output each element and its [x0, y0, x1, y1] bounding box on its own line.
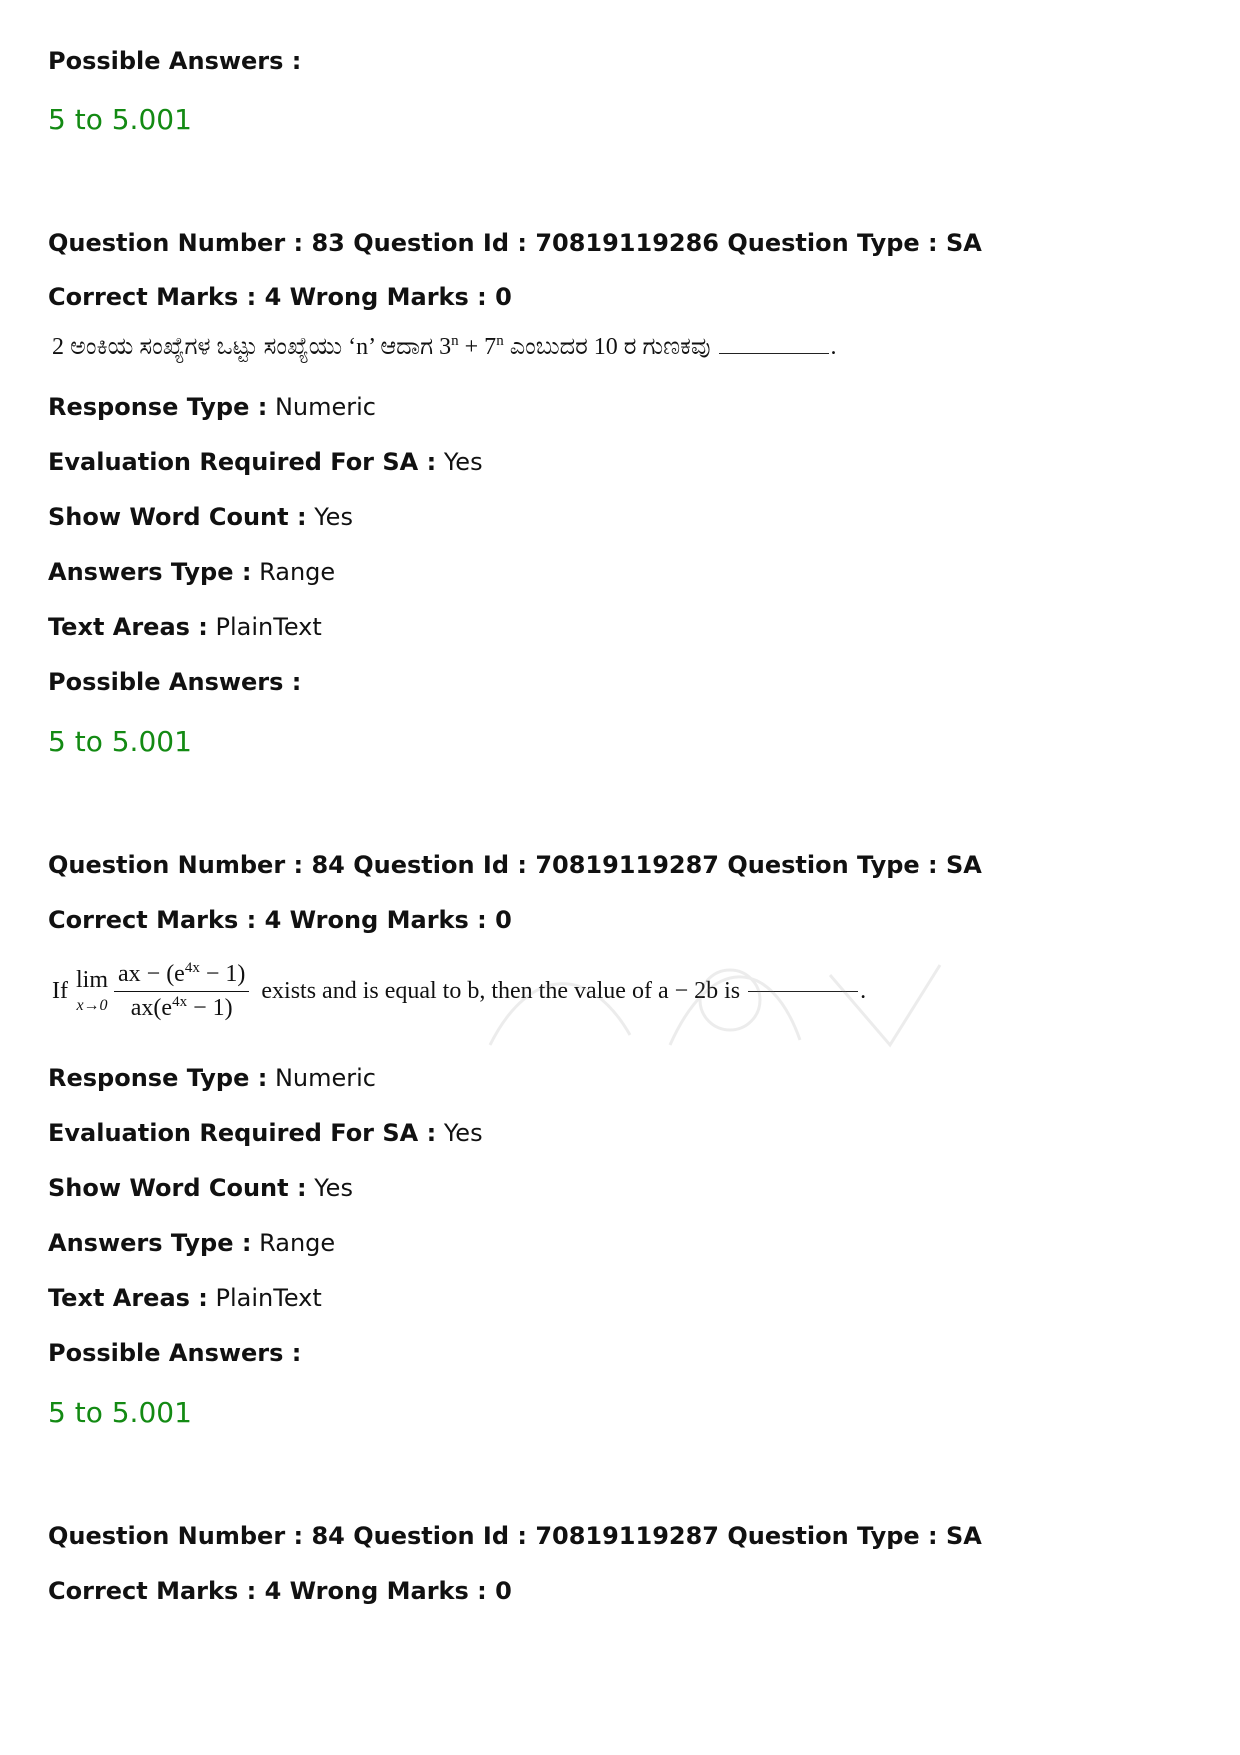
question-83-header: Question Number : 83 Question Id : 70819119286 Question Type : SA: [48, 229, 982, 257]
fraction: [114, 960, 249, 1022]
question-84-marks: Correct Marks : 4 Wrong Marks : 0: [48, 906, 512, 934]
limit-expression: If lim x→0 $\frac{ax - (e^{4x} - 1)}{ax(e^{4x} - 1)}$ exists and is equal to b, then the value of a − 2b is .: [52, 960, 867, 1021]
question-84-possible-answer-value: 5 to 5.001: [48, 1396, 192, 1429]
question-84-header: Question Number : 84 Question Id : 70819119287 Question Type : SA: [48, 851, 982, 879]
question-83-response-type: Response Type : Numeric: [48, 393, 376, 421]
question-84-repeat-header: Question Number : 84 Question Id : 70819119287 Question Type : SA: [48, 1522, 982, 1550]
limit-operator: lim x→0: [75, 967, 108, 1015]
question-84-show-word-count: Show Word Count : Yes: [48, 1174, 353, 1202]
question-83-possible-answer-value: 5 to 5.001: [48, 725, 192, 758]
possible-answer-value: 5 to 5.001: [48, 103, 192, 136]
question-83-text: 2 ಅಂಕಿಯ ಸಂಖ್ಯೆಗಳ ಒಟ್ಟು ಸಂಖ್ಯೆಯು ‘n’ ಆದಾಗ $3^n + 7^n$ ಎಂಬುದರ 10 ರ ಗುಣಕವು .: [52, 333, 837, 360]
question-84-response-type: Response Type : Numeric: [48, 1064, 376, 1092]
denominator: $ax(e^{4x} - 1)$: [130, 993, 233, 1021]
question-84-evaluation-required: Evaluation Required For SA : Yes: [48, 1119, 483, 1147]
question-84-answers-type: Answers Type : Range: [48, 1229, 336, 1257]
possible-answers-label: Possible Answers :: [48, 47, 302, 75]
question-83-show-word-count: Show Word Count : Yes: [48, 503, 353, 531]
question-84-text-areas: Text Areas : PlainText: [48, 1284, 322, 1312]
question-83-possible-answers-label: Possible Answers :: [48, 668, 302, 696]
answer-blank: [719, 352, 829, 354]
question-83-marks: Correct Marks : 4 Wrong Marks : 0: [48, 283, 512, 311]
question-83-evaluation-required: Evaluation Required For SA : Yes: [48, 448, 483, 476]
question-83-text-areas: Text Areas : PlainText: [48, 613, 322, 641]
question-84-possible-answers-label: Possible Answers :: [48, 1339, 302, 1367]
question-84-repeat-marks: Correct Marks : 4 Wrong Marks : 0: [48, 1577, 512, 1605]
watermark-decoration: [470, 945, 950, 1055]
numerator: ax − $(e^{4x} - 1)$: [114, 960, 249, 992]
question-83-answers-type: Answers Type : Range: [48, 558, 336, 586]
